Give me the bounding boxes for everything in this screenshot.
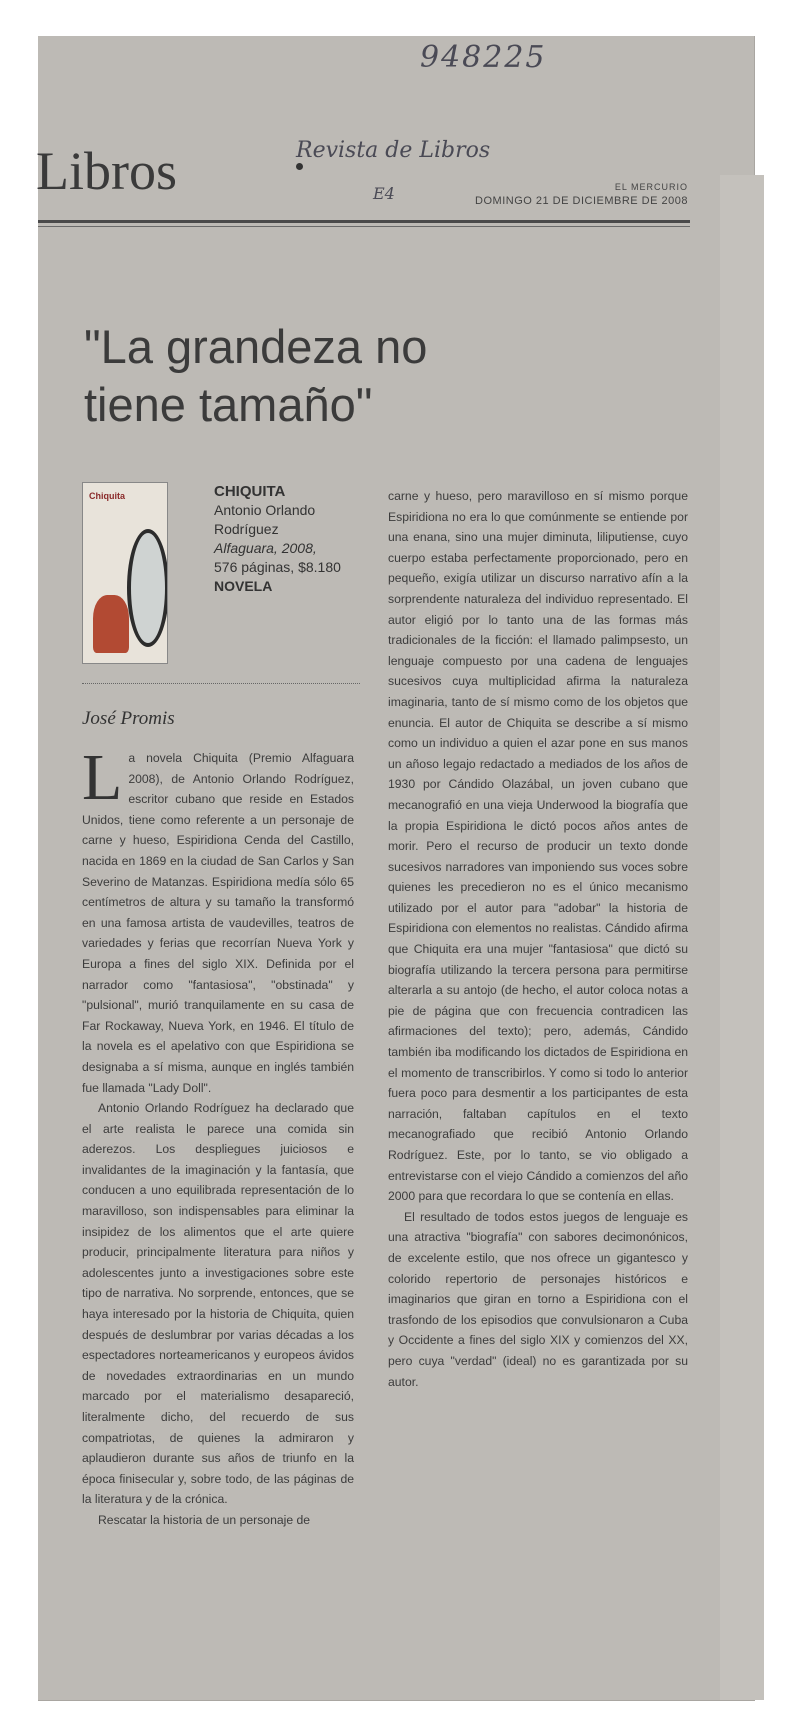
book-info (214, 482, 342, 596)
section-title: Libros (36, 141, 177, 201)
book-publisher: Alfaguara, 2008, (214, 540, 317, 556)
paragraph: a novela Chiquita (Premio Alfaguara 2008), de Antonio Orlando Rodríguez, escritor cubano que reside en Estados Unidos, tiene como referente a un personaje de carne y hueso, Espiridiona Cenda del Castillo, nacida en 1869 en la ciudad de San Carlos y San Severino de Matanzas. Espiridiona medía sólo 65 centímetros de altura y su tamaño la transformó en una famosa artista de vaudevilles, teatros de variedades y ferias que recorrían Nueva York y Europa a fines del siglo XIX. Definida por el narrador como "fantasiosa", "obstinada" y "pulsional", murió tranquilamente en su casa de Far Rockaway, Nueva York, en 1946. El título de la novela es el apelativo con que Espiridiona se designaba a sí misma, aunque en inglés también fue llamada "Lady Doll". (82, 751, 354, 1095)
bullet-dot (296, 163, 303, 170)
book-genre: NOVELA (214, 578, 273, 594)
clipping-edge (720, 175, 764, 1700)
paragraph: Antonio Orlando Rodríguez ha declarado que el arte realista le parece una comida sin aderezos. Los despliegues juiciosos e invalidantes de la imaginación y la fantasía, que conducen a uno equilibrada representación de lo maravilloso, son indispensables para eliminar la insipidez de los alimentos que el arte quiere producir, principalmente literatura para niños y adolescentes junto a investigaciones sobre este tipo de narrativa. No sorprende, entonces, que se haya interesado por la historia de Chiquita, quien después de deslumbrar por varias décadas a los espectadores norteamericanos y europeos ávidos de novedades extraordinarias en un mundo marcado por el materialismo desapareció, literalmente dicho, del recuerdo de sus compatriotas, de quienes la admiraron y aplaudieron durante sus años de triunfo en la época finisecular y, sobre todo, de las páginas de la literatura y de la crónica. (82, 1101, 354, 1507)
book-cover-title: Chiquita (89, 491, 125, 501)
handwritten-note: Revista de Libros (296, 138, 491, 163)
body-column-2 (388, 486, 688, 1628)
book-title: CHIQUITA (214, 483, 286, 500)
book-author: Antonio Orlando Rodríguez (214, 502, 316, 537)
handwritten-page: E4 (373, 184, 395, 203)
publication-name: EL MERCURIO (614, 182, 688, 192)
paragraph: carne y hueso, pero maravilloso en sí mismo porque Espiridiona no era lo que comúnmente se entiende por una enana, sino una mujer diminuta, liliputiense, cuyo cuerpo estaba perfectamente proporcionado, pero en pequeño, exigía utilizar un discurso narrativo afín a la sorprendente naturaleza del individuo representado. El autor eligió por lo tanto una de las formas más tradicionales de la ficción: el llamado palimpsesto, un lenguaje compuesto por una cadena de lenguajes sucesivos cuya multiplicidad afirma la naturaleza imaginaria, tanto de sí mismo como de los objetos que enuncia. El autor de Chiquita se describe a sí mismo como un individuo a quien el azar pone en sus manos un añoso legajo redactado a mediados de los años de 1930 por Cándido Olazábal, un joven cubano que mecanografió en una vieja Underwood la biografía que la propia Espiridiona le dictó pocos años antes de morir. Pero el recurso de producir un texto donde sucesivos narradores van imponiendo sus voces sobre quienes les precedieron no es el único mecanismo utilizado por el autor para "adobar" la historia de Espiridiona con elementos no realistas. Cándido afirma que Chiquita era una mujer "fantasiosa" que dictó su biografía utilizando la tercera persona para permitirse alterarla a su antojo (de hecho, el autor coloca notas a pie de página que con frecuencia contradicen las afirmaciones del texto); pero, además, Cándido también iba modificando los dictados de Espiridiona en el momento de transcribirlos. Y como si todo lo anterior fuera poco para desmentir a los participantes de esta narración, faltaban capítulos en el texto mecanografiado que recibió Antonio Orlando Rodríguez. Este, por lo tanto, se vio obligado a entrevistarse con el viejo Cándido a comienzos del año 2000 para que recordara lo que se contenía en ellas. (388, 489, 688, 1204)
book-cover-image (82, 482, 168, 664)
drop-cap: L (82, 741, 123, 814)
dotted-divider (82, 683, 360, 684)
book-details: 576 páginas, $8.180 (214, 559, 341, 575)
paragraph: El resultado de todos estos juegos de lenguaje es una atractiva "biografía" con sabores decimonónicos, de excelente estilo, que nos ofrece un gigantesco y colorido repertorio de personajes históricos e imaginarios que giran en torno a Espiridiona con el trasfondo de los episodios que convulsionaron a Cuba y Occidente a fines del siglo XIX y comienzos del XX, pero cuya "verdad" (ideal) no es garantizada por su autor. (388, 1209, 688, 1389)
handwritten-number: 948225 (420, 40, 547, 75)
header-rule (38, 220, 690, 223)
header-rule-thin (38, 226, 690, 227)
body-column-1 (82, 741, 354, 1628)
mirror-illustration (127, 529, 168, 647)
paragraph: Rescatar la historia de un personaje de (98, 1512, 311, 1527)
headline: "La grandeza no tiene tamaño" (84, 320, 428, 431)
figure-illustration (93, 595, 129, 653)
article-author: José Promis (82, 708, 175, 729)
publication-date: DOMINGO 21 DE DICIEMBRE DE 2008 (475, 195, 688, 207)
